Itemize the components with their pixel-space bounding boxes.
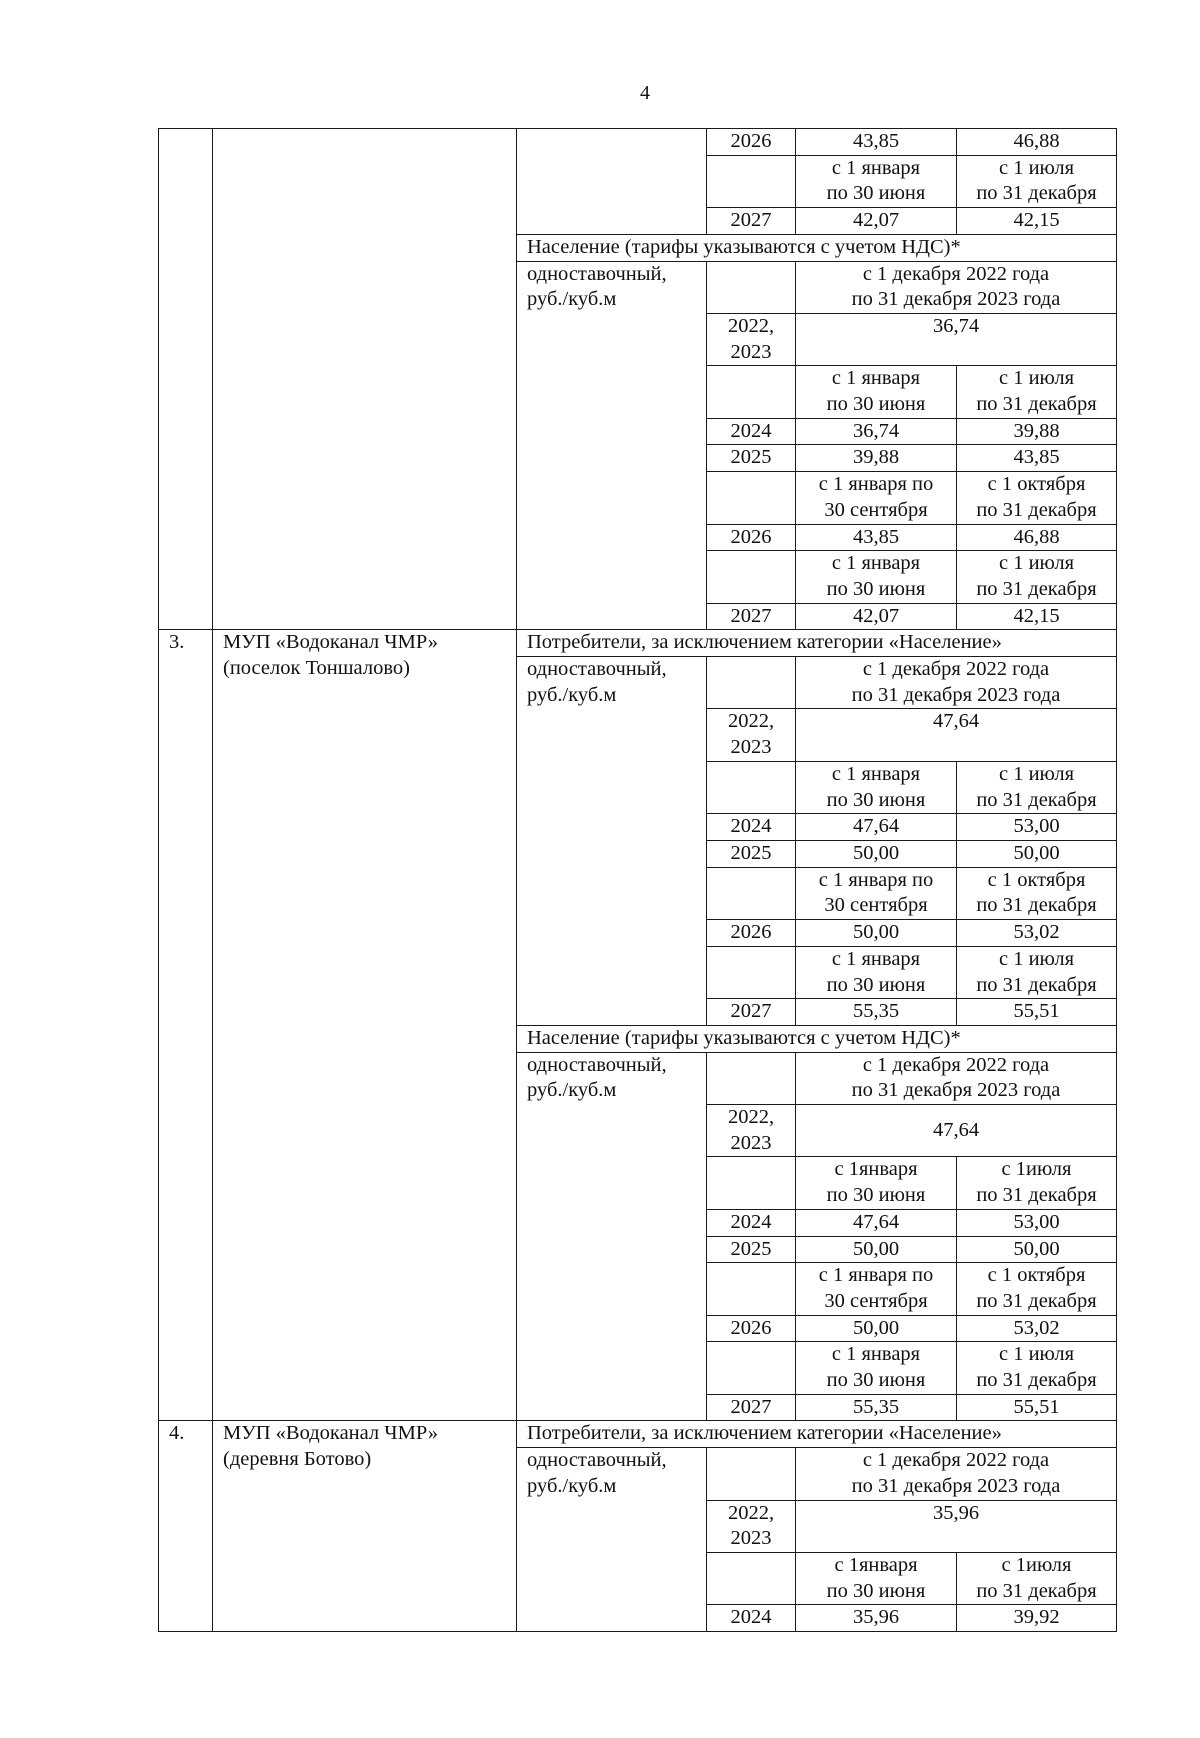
year-cell: 2027	[707, 1394, 796, 1421]
empty-cell	[707, 657, 796, 709]
tariff-value-cell: 35,96	[796, 1500, 1117, 1552]
organization-cell	[213, 129, 517, 630]
empty-cell	[707, 1052, 796, 1104]
tariff-value-cell: 50,00	[796, 1315, 957, 1342]
tariff-type-label: одноставочный, руб./куб.м	[517, 657, 707, 1026]
year-cell: 2026	[707, 1315, 796, 1342]
tariff-value-cell: 53,00	[957, 1209, 1117, 1236]
row-number-cell: 4.	[159, 1421, 213, 1632]
tariff-value-cell: 50,00	[796, 1236, 957, 1263]
tariff-value-cell: 53,02	[957, 920, 1117, 947]
year-cell: 2022, 2023	[707, 1500, 796, 1552]
period-header: с 1 декабря 2022 года по 31 декабря 2023 года	[796, 1052, 1117, 1104]
year-cell	[707, 366, 796, 418]
year-cell	[707, 1342, 796, 1394]
tariff-value-cell: 55,35	[796, 1394, 957, 1421]
tariff-table-body	[159, 129, 1117, 1632]
tariff-value-cell: 50,00	[796, 840, 957, 867]
organization-cell: МУП «Водоканал ЧМР» (деревня Ботово)	[213, 1421, 517, 1632]
tariff-value-cell: 47,64	[796, 1209, 957, 1236]
consumers-header: Потребители, за исключением категории «Население»	[517, 630, 1117, 657]
tariff-value-cell: с 1 июля по 31 декабря	[957, 946, 1117, 998]
tariff-value-cell: 36,74	[796, 418, 957, 445]
tariff-value-cell: 39,88	[796, 445, 957, 472]
tariff-value-cell: с 1 января по 30 июня	[796, 946, 957, 998]
tariff-value-cell: 39,92	[957, 1605, 1117, 1632]
tariff-value-cell: 55,51	[957, 1394, 1117, 1421]
tariff-value-cell: 47,64	[796, 1105, 1117, 1157]
year-cell: 2026	[707, 920, 796, 947]
year-cell	[707, 946, 796, 998]
period-header: с 1 декабря 2022 года по 31 декабря 2023 года	[796, 657, 1117, 709]
year-cell: 2026	[707, 524, 796, 551]
tariff-type-label: одноставочный, руб./куб.м	[517, 261, 707, 630]
tariff-value-cell: с 1 июля по 31 декабря	[957, 155, 1117, 207]
tariff-value-cell: с 1июля по 31 декабря	[957, 1157, 1117, 1209]
tariff-value-cell: 46,88	[957, 524, 1117, 551]
tariff-value-cell: с 1января по 30 июня	[796, 1157, 957, 1209]
year-cell	[707, 155, 796, 207]
row-number-cell: 3.	[159, 630, 213, 1421]
empty-cell	[707, 261, 796, 313]
tariff-value-cell: 50,00	[957, 1236, 1117, 1263]
tariff-value-cell: с 1 января по 30 июня	[796, 551, 957, 603]
tariff-value-cell: с 1 октября по 31 декабря	[957, 867, 1117, 919]
year-cell	[707, 472, 796, 524]
tariff-value-cell: 55,51	[957, 999, 1117, 1026]
year-cell	[707, 761, 796, 813]
tariff-value-cell: 43,85	[957, 445, 1117, 472]
population-header: Население (тарифы указываются с учетом НДС)*	[517, 1025, 1117, 1052]
year-cell: 2024	[707, 1605, 796, 1632]
tariff-value-cell: 42,15	[957, 603, 1117, 630]
tariff-type-label: одноставочный, руб./куб.м	[517, 1052, 707, 1421]
tariff-value-cell: с 1 июля по 31 декабря	[957, 1342, 1117, 1394]
empty-cell	[707, 1448, 796, 1500]
tariff-value-cell: 55,35	[796, 999, 957, 1026]
tariff-value-cell: с 1 января по 30 июня	[796, 761, 957, 813]
year-cell: 2027	[707, 603, 796, 630]
tariff-table	[158, 128, 1117, 1632]
period-header: с 1 декабря 2022 года по 31 декабря 2023 года	[796, 1448, 1117, 1500]
tariff-value-cell: 46,88	[957, 129, 1117, 156]
tariff-value-cell: с 1 января по 30 сентября	[796, 472, 957, 524]
year-cell: 2024	[707, 814, 796, 841]
year-cell: 2022, 2023	[707, 709, 796, 761]
type-cell	[517, 129, 707, 235]
year-cell: 2022, 2023	[707, 313, 796, 365]
tariff-value-cell: с 1 января по 30 июня	[796, 366, 957, 418]
tariff-value-cell: 53,02	[957, 1315, 1117, 1342]
year-cell: 2025	[707, 445, 796, 472]
year-cell	[707, 551, 796, 603]
year-cell	[707, 1552, 796, 1604]
tariff-value-cell: с 1 января по 30 сентября	[796, 867, 957, 919]
table-row	[159, 1421, 1117, 1448]
tariff-value-cell: с 1 июля по 31 декабря	[957, 551, 1117, 603]
row-number-cell	[159, 129, 213, 630]
tariff-value-cell: 36,74	[796, 313, 1117, 365]
tariff-value-cell: с 1июля по 31 декабря	[957, 1552, 1117, 1604]
population-header: Население (тарифы указываются с учетом НДС)*	[517, 234, 1117, 261]
tariff-value-cell: 47,64	[796, 709, 1117, 761]
year-cell: 2027	[707, 208, 796, 235]
tariff-value-cell: 42,07	[796, 603, 957, 630]
year-cell: 2025	[707, 840, 796, 867]
tariff-value-cell: с 1 октября по 31 декабря	[957, 1263, 1117, 1315]
tariff-value-cell: 50,00	[796, 920, 957, 947]
year-cell	[707, 1263, 796, 1315]
tariff-value-cell: с 1 июля по 31 декабря	[957, 761, 1117, 813]
year-cell: 2022, 2023	[707, 1105, 796, 1157]
period-header: с 1 декабря 2022 года по 31 декабря 2023 года	[796, 261, 1117, 313]
year-cell: 2024	[707, 1209, 796, 1236]
year-cell: 2026	[707, 129, 796, 156]
year-cell: 2024	[707, 418, 796, 445]
year-cell: 2027	[707, 999, 796, 1026]
tariff-value-cell: 42,07	[796, 208, 957, 235]
year-cell	[707, 1157, 796, 1209]
tariff-value-cell: с 1 июля по 31 декабря	[957, 366, 1117, 418]
tariff-value-cell: 43,85	[796, 129, 957, 156]
tariff-value-cell: с 1 октября по 31 декабря	[957, 472, 1117, 524]
tariff-value-cell: 42,15	[957, 208, 1117, 235]
tariff-value-cell: 35,96	[796, 1605, 957, 1632]
tariff-value-cell: с 1 января по 30 июня	[796, 1342, 957, 1394]
consumers-header: Потребители, за исключением категории «Население»	[517, 1421, 1117, 1448]
tariff-value-cell: с 1 января по 30 июня	[796, 155, 957, 207]
tariff-value-cell: с 1 января по 30 сентября	[796, 1263, 957, 1315]
tariff-value-cell: 43,85	[796, 524, 957, 551]
year-cell	[707, 867, 796, 919]
organization-cell: МУП «Водоканал ЧМР» (поселок Тоншалово)	[213, 630, 517, 1421]
tariff-value-cell: с 1января по 30 июня	[796, 1552, 957, 1604]
tariff-value-cell: 39,88	[957, 418, 1117, 445]
page-number: 4	[640, 82, 650, 104]
tariff-value-cell: 53,00	[957, 814, 1117, 841]
year-cell: 2025	[707, 1236, 796, 1263]
tariff-value-cell: 47,64	[796, 814, 957, 841]
tariff-type-label: одноставочный, руб./куб.м	[517, 1448, 707, 1632]
table-row	[159, 129, 1117, 156]
table-row	[159, 630, 1117, 657]
tariff-value-cell: 50,00	[957, 840, 1117, 867]
